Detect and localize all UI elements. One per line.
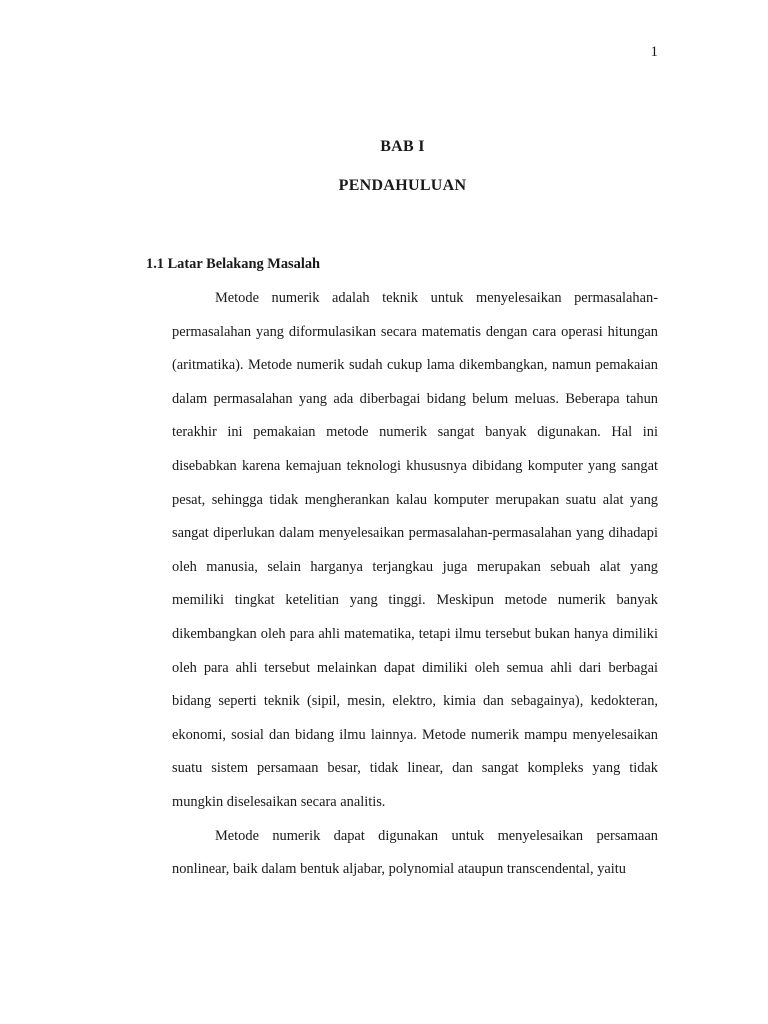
paragraph: Metode numerik dapat digunakan untuk menyelesaikan persamaan nonlinear, baik dalam bentuk aljabar, polynomial ataupun transcendental, yaitu (172, 827, 658, 878)
chapter-title: PENDAHULUAN (338, 177, 467, 194)
page-number: 1 (650, 44, 658, 60)
section-heading: 1.1 Latar Belakang Masalah (146, 256, 321, 272)
body-text (172, 282, 658, 887)
paragraph: Metode numerik adalah teknik untuk menyelesaikan permasalahan-permasalahan yang diformulasikan secara matematis dengan cara operasi hitungan (aritmatika). Metode numerik sudah cukup lama dikembangkan, namun pemakaian dalam permasalahan yang ada diberbagai bidang belum meluas. Beberapa tahun terakhir ini pemakaian metode numerik sangat banyak digunakan. Hal ini disebabkan karena kemajuan teknologi khususnya dibidang komputer yang sangat pesat, sehingga tidak mengherankan kalau komputer merupakan suatu alat yang sangat diperlukan dalam menyelesaikan permasalahan-permasalahan yang dihadapi oleh manusia, selain harganya terjangkau juga merupakan sebuah alat yang memiliki tingkat ketelitian yang tinggi. Meskipun metode numerik banyak dikembangkan oleh para ahli matematika, tetapi ilmu tersebut bukan hanya dimiliki oleh para ahli tersebut melainkan dapat dimiliki oleh semua ahli dari berbagai bidang seperti teknik (sipil, mesin, elektro, kimia dan sebagainya), kedokteran, ekonomi, sosial dan bidang ilmu lainnya. Metode numerik mampu menyelesaikan suatu sistem persamaan besar, tidak linear, dan sangat kompleks yang tidak mungkin diselesaikan secara analitis. (172, 290, 658, 810)
chapter-number: BAB I (380, 138, 425, 155)
